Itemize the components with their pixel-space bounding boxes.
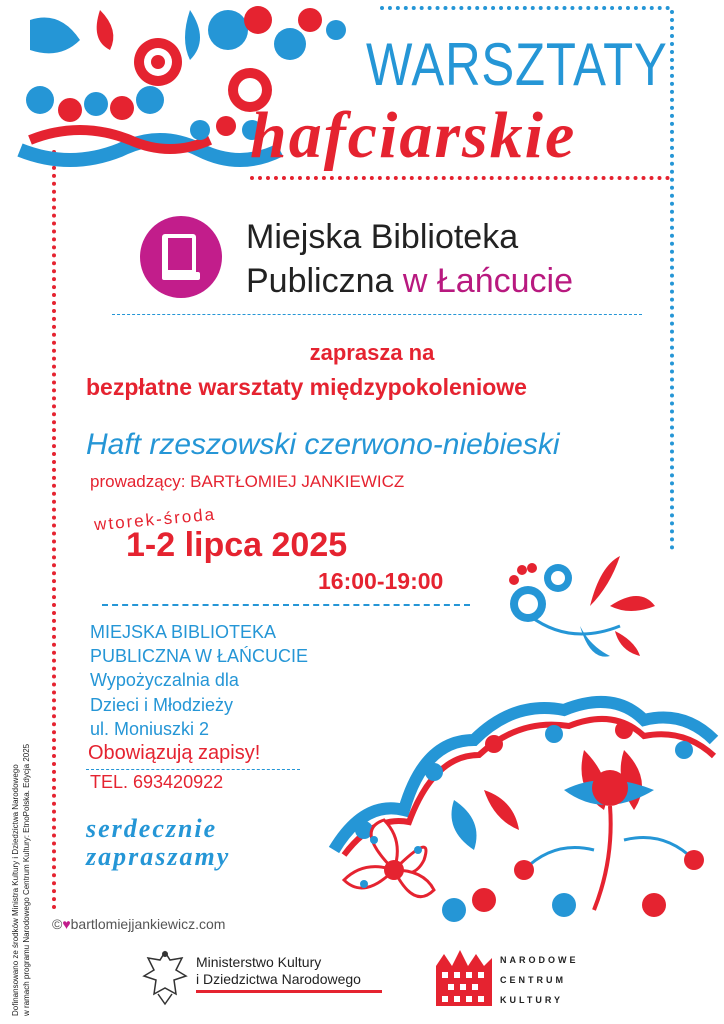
greeting-line1: serdecznie	[86, 814, 218, 843]
library-name-line2	[246, 262, 573, 301]
address-line: Dzieci i Młodzieży	[90, 695, 234, 715]
library-name-line1: Miejska Biblioteka	[246, 218, 519, 256]
workshop-leader: prowadzący: BARTŁOMIEJ JANKIEWICZ	[90, 472, 405, 491]
copyright	[52, 916, 225, 932]
invite-line1: zaprasza na	[309, 340, 435, 365]
phone-number[interactable]: TEL. 693420922	[90, 772, 224, 792]
copyright-symbol: ©	[52, 916, 63, 932]
heart-icon: ♥	[62, 916, 71, 932]
frame-dots-top	[380, 6, 670, 10]
library-name-publiczna: Publiczna	[246, 262, 403, 300]
greeting-line2: zapraszamy	[86, 842, 231, 871]
signup-note: Obowiązują zapisy!	[88, 742, 261, 764]
nck-name	[500, 950, 579, 1010]
address-line: Wypożyczalnia dla	[90, 670, 239, 690]
schedule-days: wtorek-środa	[93, 504, 217, 535]
title-hafciarskie: hafciarskie	[250, 99, 577, 172]
ministry-line2: i Dziedzictwa Narodowego	[196, 971, 361, 987]
address-line: MIEJSKA BIBLIOTEKA	[90, 622, 277, 642]
library-logo	[140, 216, 222, 298]
divider-schedule	[102, 604, 470, 606]
schedule-time: 16:00-19:00	[318, 568, 444, 594]
book-icon	[140, 216, 222, 298]
workshop-subject: Haft rzeszowski czerwono-niebieski	[86, 428, 560, 461]
funding-line1: Dofinansowano ze środków Ministra Kultury i Dziedzictwa Narodowego	[11, 764, 20, 1016]
address-line: ul. Moniuszki 2	[90, 719, 210, 739]
divider	[112, 314, 642, 315]
frame-dots-left	[52, 150, 56, 910]
address-line: PUBLICZNA W ŁAŃCUCIE	[90, 646, 309, 666]
nck-line1: NARODOWE	[500, 955, 579, 965]
ministry-line1: Ministerstwo Kultury	[196, 954, 322, 970]
funding-note	[10, 686, 32, 1016]
folk-flower-right	[500, 556, 660, 666]
nck-line3: KULTURY	[500, 995, 563, 1005]
invite-line2: bezpłatne warsztaty międzypokoleniowe	[86, 374, 527, 400]
nck-line2: CENTRUM	[500, 975, 566, 985]
funding-line2: w ramach programu Narodowego Centrum Kultury: EtnoPolska. Edycja 2025	[22, 743, 31, 1016]
eagle-emblem-icon	[142, 948, 188, 1006]
signup-divider	[86, 769, 300, 770]
folk-ornament-bottom-right	[324, 680, 724, 930]
title-warsztaty: WARSZTATY	[366, 31, 668, 98]
ministry-underline	[196, 990, 382, 993]
website-link[interactable]: bartlomiejjankiewicz.com	[70, 916, 226, 932]
schedule-date: 1-2 lipca 2025	[126, 526, 348, 564]
nck-logo-icon	[436, 946, 492, 1006]
frame-dots-right	[670, 10, 674, 550]
library-name-town: w Łańcucie	[402, 262, 573, 300]
ministry-name	[196, 954, 361, 988]
